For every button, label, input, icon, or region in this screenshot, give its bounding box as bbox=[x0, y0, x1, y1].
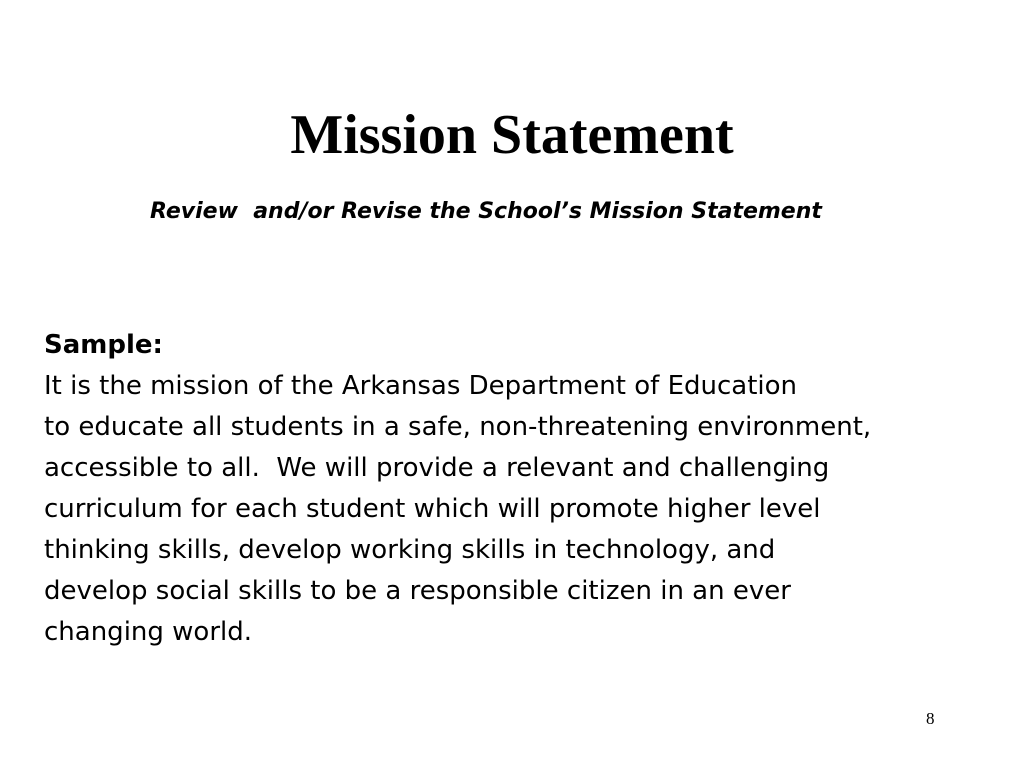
body-line: It is the mission of the Arkansas Department of Education bbox=[44, 371, 798, 401]
sample-mission-text bbox=[44, 325, 1014, 653]
slide-subtitle: Review and/or Revise the School’s Mission Statement bbox=[150, 199, 822, 224]
sample-label: Sample: bbox=[44, 330, 163, 360]
body-line: thinking skills, develop working skills in technology, and bbox=[44, 535, 776, 565]
body-line: changing world. bbox=[44, 617, 253, 647]
body-line: develop social skills to be a responsible citizen in an ever bbox=[44, 576, 791, 606]
body-line: curriculum for each student which will promote higher level bbox=[44, 494, 821, 524]
page-number: 8 bbox=[926, 709, 935, 728]
body-line: to educate all students in a safe, non-threatening environment, bbox=[44, 412, 872, 442]
slide-title: Mission Statement bbox=[290, 104, 734, 166]
body-line: accessible to all. We will provide a relevant and challenging bbox=[44, 453, 830, 483]
